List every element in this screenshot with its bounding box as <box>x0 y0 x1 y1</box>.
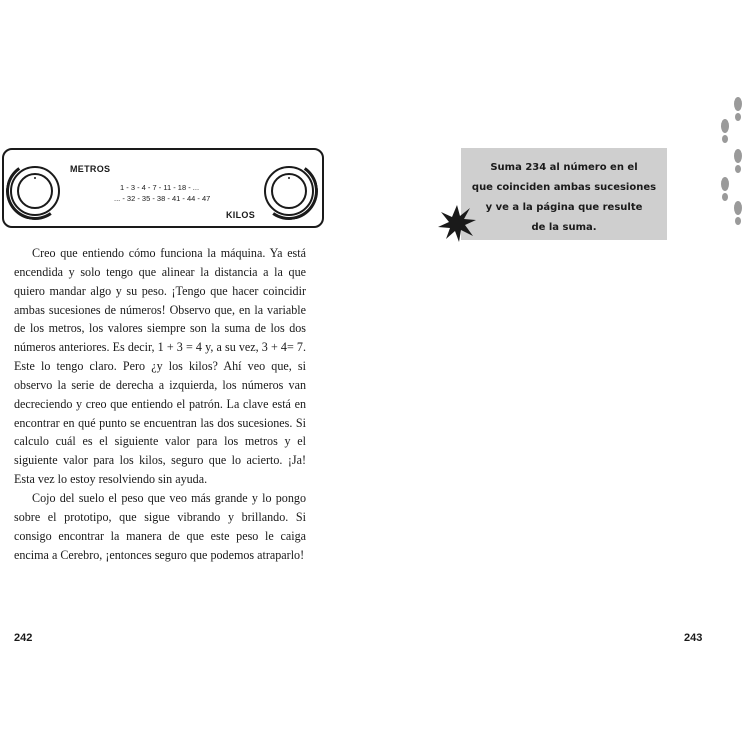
dial-metros-knob <box>10 166 60 216</box>
paragraph: Creo que entiendo cómo funciona la máquina. Ya está encendida y solo tengo que alinear la distancia a la que quiero mandar algo y su peso. ¡Tengo que hacer coincidir ambas sucesiones de números! Observo que, en la variable de los metros, los valores siempre son la suma de los dos números anteriores. Es decir, 1 + 3 = 4 y, a su vez, 3 + 4= 7. Este lo tengo claro. Pero ¿y los kilos? Ahí veo que, si observo la serie de derecha a izquierda, los números van decreciendo y creo que entiendo el patrón. La clave está en encontrar en qué punto se encuentran las dos sucesiones. Si calculo cuál es el siguiente valor para los metros y el siguiente valor para los kilos, seguro que lo acierto. ¡Ja! Esta vez lo estoy resolviendo sin ayuda. <box>14 246 306 487</box>
dial-kilos-knob <box>264 166 314 216</box>
machine-panel <box>2 148 324 228</box>
page-number-left: 242 <box>14 632 33 644</box>
footprints-icon <box>716 96 746 226</box>
note-line: y ve a la página que resulte <box>485 202 643 213</box>
ink-splat-icon <box>437 203 477 243</box>
instruction-note <box>461 148 667 240</box>
note-line: que coinciden ambas sucesiones <box>471 182 657 193</box>
page-number-right: 243 <box>684 632 703 644</box>
metros-sequence: 1 - 3 - 4 - 7 - 11 - 18 - ... <box>120 183 200 192</box>
metros-label: METROS <box>70 164 111 174</box>
note-line: de la suma. <box>531 222 597 233</box>
body-text <box>14 244 306 564</box>
kilos-label: KILOS <box>226 210 256 220</box>
note-text <box>461 158 667 238</box>
kilos-sequence: ... - 32 - 35 - 38 - 41 - 44 - 47 <box>114 194 211 203</box>
note-line: Suma 234 al número en el <box>490 162 638 173</box>
paragraph: Cojo del suelo el peso que veo más grande y lo pongo sobre el prototipo, que sigue vibrando y brillando. Si consigo encontrar la manera de que este peso le caiga encima a Cerebro, ¡entonces seguro que podemos atraparlo! <box>14 490 306 562</box>
